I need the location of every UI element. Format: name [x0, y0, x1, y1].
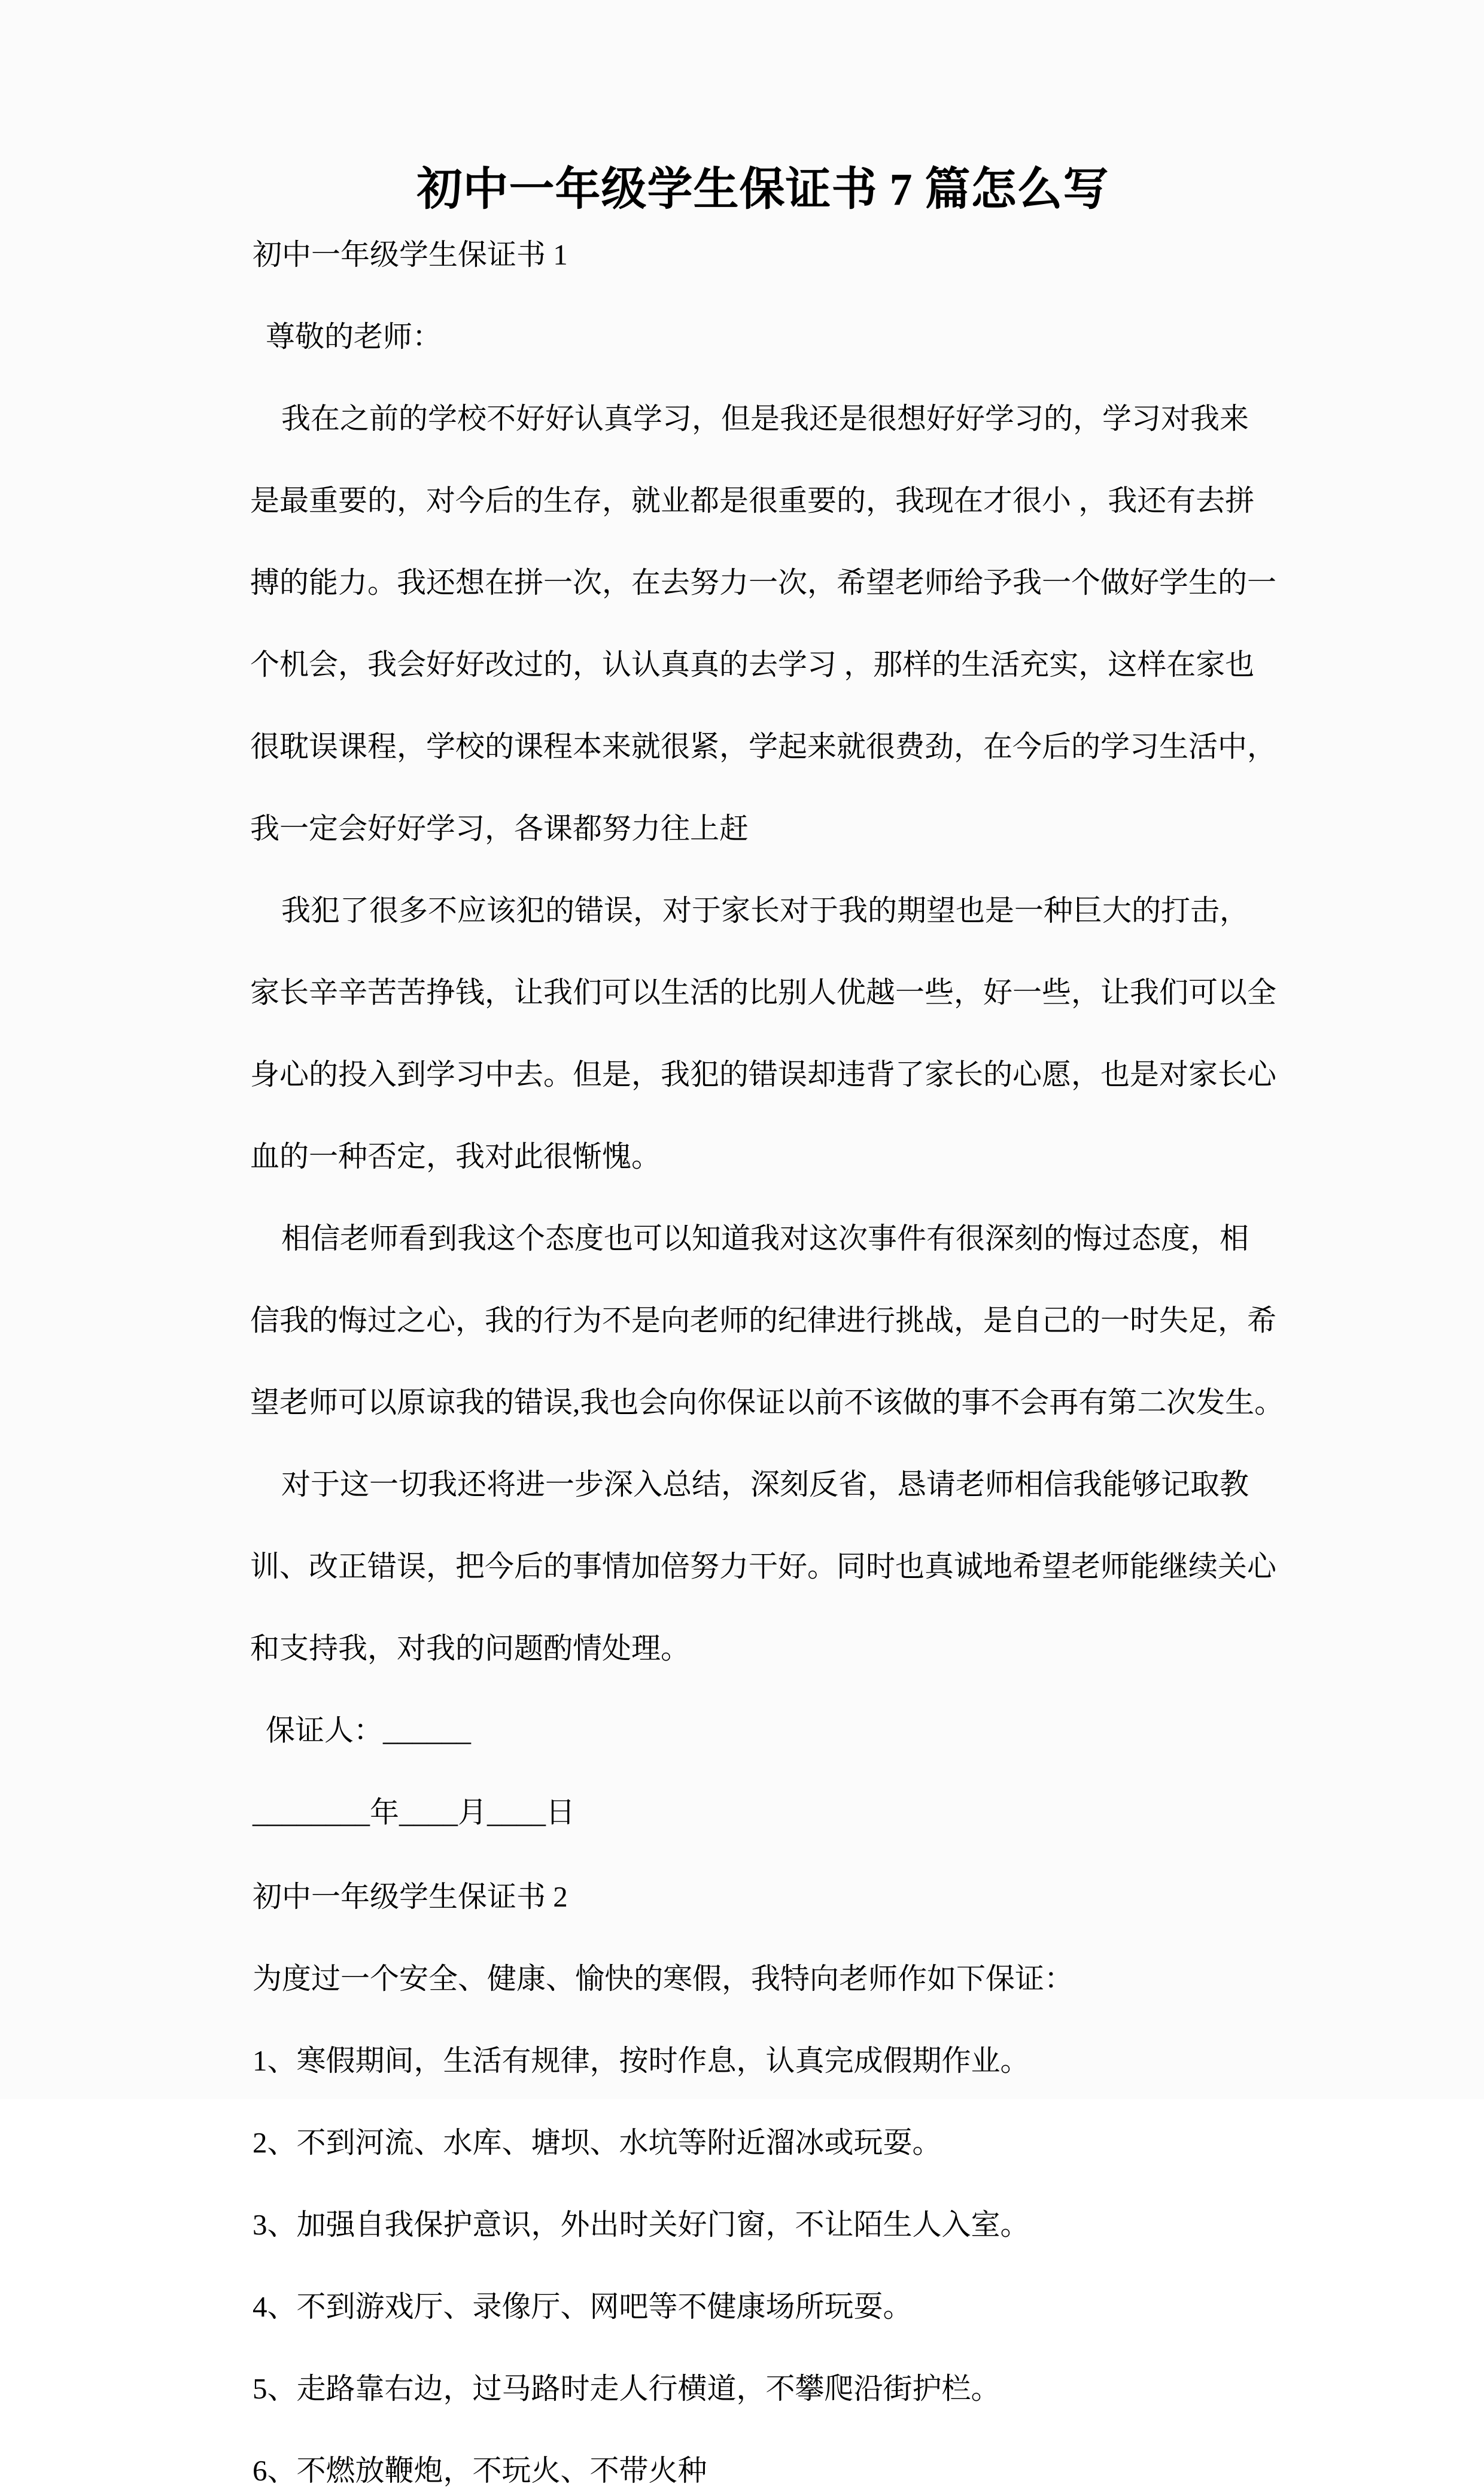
paragraph-line: 家长辛辛苦苦挣钱，让我们可以生活的比别人优越一些，好一些，让我们可以全	[250, 975, 1277, 1009]
section-heading-letter-1: 初中一年级学生保证书 1	[253, 238, 568, 271]
spacer	[250, 679, 1267, 732]
spacer	[250, 1089, 1267, 1142]
spacer	[250, 433, 1267, 486]
paragraph-3	[250, 1221, 1284, 1419]
spacer	[250, 1171, 1267, 1224]
list-item: 3、加强自我保护意识，外出时关好门窗，不让陌生人入室。	[253, 2208, 1030, 2241]
spacer	[250, 1499, 1267, 1552]
spacer	[250, 2321, 1267, 2374]
spacer	[250, 1745, 1267, 1798]
signer-line: 保证人：______	[266, 1713, 472, 1747]
spacer	[250, 1993, 1267, 2046]
paragraph-line: 对于这一切我还将进一步深入总结，深刻反省，恳请老师相信我能够记取教	[281, 1467, 1249, 1501]
paragraph-line: 是最重要的，对今后的生存，就业都是很重要的，我现在才很小 ，我还有去拼	[250, 484, 1255, 517]
spacer	[250, 761, 1267, 814]
intro-letter-2: 为度过一个安全、健康、愉快的寒假，我特向老师作如下保证：	[253, 1962, 1074, 1995]
list-item: 5、走路靠右边，过马路时走人行横道，不攀爬沿街护栏。	[253, 2372, 1001, 2405]
spacer	[250, 2239, 1267, 2292]
spacer	[250, 1663, 1267, 1716]
spacer	[250, 597, 1267, 650]
spacer	[250, 1335, 1267, 1388]
paragraph-line: 搏的能力。我还想在拼一次，在去努力一次，希望老师给予我一个做好学生的一	[250, 565, 1277, 599]
list-item: 2、不到河流、水库、塘坝、水坑等附近溜冰或玩耍。	[253, 2126, 942, 2159]
paragraph-line: 很耽误课程，学校的课程本来就很紧，学起来就很费劲，在今后的学习生活中，	[250, 729, 1277, 763]
paragraph-1	[250, 402, 1277, 845]
paragraph-line: 我犯了很多不应该犯的错误，对于家长对于我的期望也是一种巨大的打击，	[281, 893, 1249, 927]
paragraph-line: 望老师可以原谅我的错误,我也会向你保证以前不该做的事不会再有第二次发生。	[250, 1385, 1284, 1419]
section-heading-letter-2: 初中一年级学生保证书 2	[253, 1880, 568, 1913]
paragraph-line: 我在之前的学校不好好认真学习，但是我还是很想好好学习的，学习对我来	[281, 402, 1249, 435]
paragraph-2	[250, 893, 1277, 1173]
date-line: ________年____月____日	[253, 1795, 576, 1829]
spacer	[250, 1911, 1267, 1964]
paragraph-line: 血的一种否定，我对此很惭愧。	[250, 1139, 661, 1173]
list-item: 6、不燃放鞭炮，不玩火、不带火种	[253, 2453, 707, 2487]
spacer	[250, 515, 1267, 568]
document-content	[250, 160, 1284, 2487]
paragraph-line: 个机会，我会好好改过的，认认真真的去学习 ，那样的生活充实，这样在家也	[250, 647, 1255, 681]
spacer	[250, 1581, 1267, 1634]
paragraph-line: 身心的投入到学习中去。但是，我犯的错误却违背了家长的心愿，也是对家长心	[250, 1057, 1277, 1091]
spacer	[250, 1827, 1267, 1882]
paragraph-4	[250, 1467, 1277, 1665]
list-item: 1、寒假期间，生活有规律，按时作息，认真完成假期作业。	[253, 2044, 1030, 2077]
paragraph-line: 信我的悔过之心，我的行为不是向老师的纪律进行挑战，是自己的一时失足，希	[250, 1303, 1277, 1337]
paragraph-line: 和支持我，对我的问题酌情处理。	[250, 1631, 691, 1665]
page-title: 初中一年级学生保证书 7 篇怎么写	[416, 165, 1109, 215]
spacer	[250, 351, 1267, 404]
spacer	[250, 2075, 1267, 2128]
spacer	[250, 2157, 1267, 2210]
paragraph-line: 我一定会好好学习，各课都努力往上赶	[250, 811, 749, 845]
salutation-letter-1: 尊敬的老师：	[266, 320, 442, 353]
paragraph-line: 相信老师看到我这个态度也可以知道我对这次事件有很深刻的悔过态度，相	[281, 1221, 1249, 1255]
spacer	[250, 1007, 1267, 1060]
spacer	[250, 925, 1267, 978]
list-item: 4、不到游戏厅、录像厅、网吧等不健康场所玩耍。	[253, 2290, 913, 2323]
spacer	[250, 2403, 1267, 2456]
spacer	[250, 1253, 1267, 1306]
paragraph-line: 训、改正错误，把今后的事情加倍努力干好。同时也真诚地希望老师能继续关心	[250, 1549, 1277, 1583]
spacer	[250, 843, 1267, 896]
spacer	[250, 1417, 1267, 1470]
spacer	[250, 269, 1267, 322]
